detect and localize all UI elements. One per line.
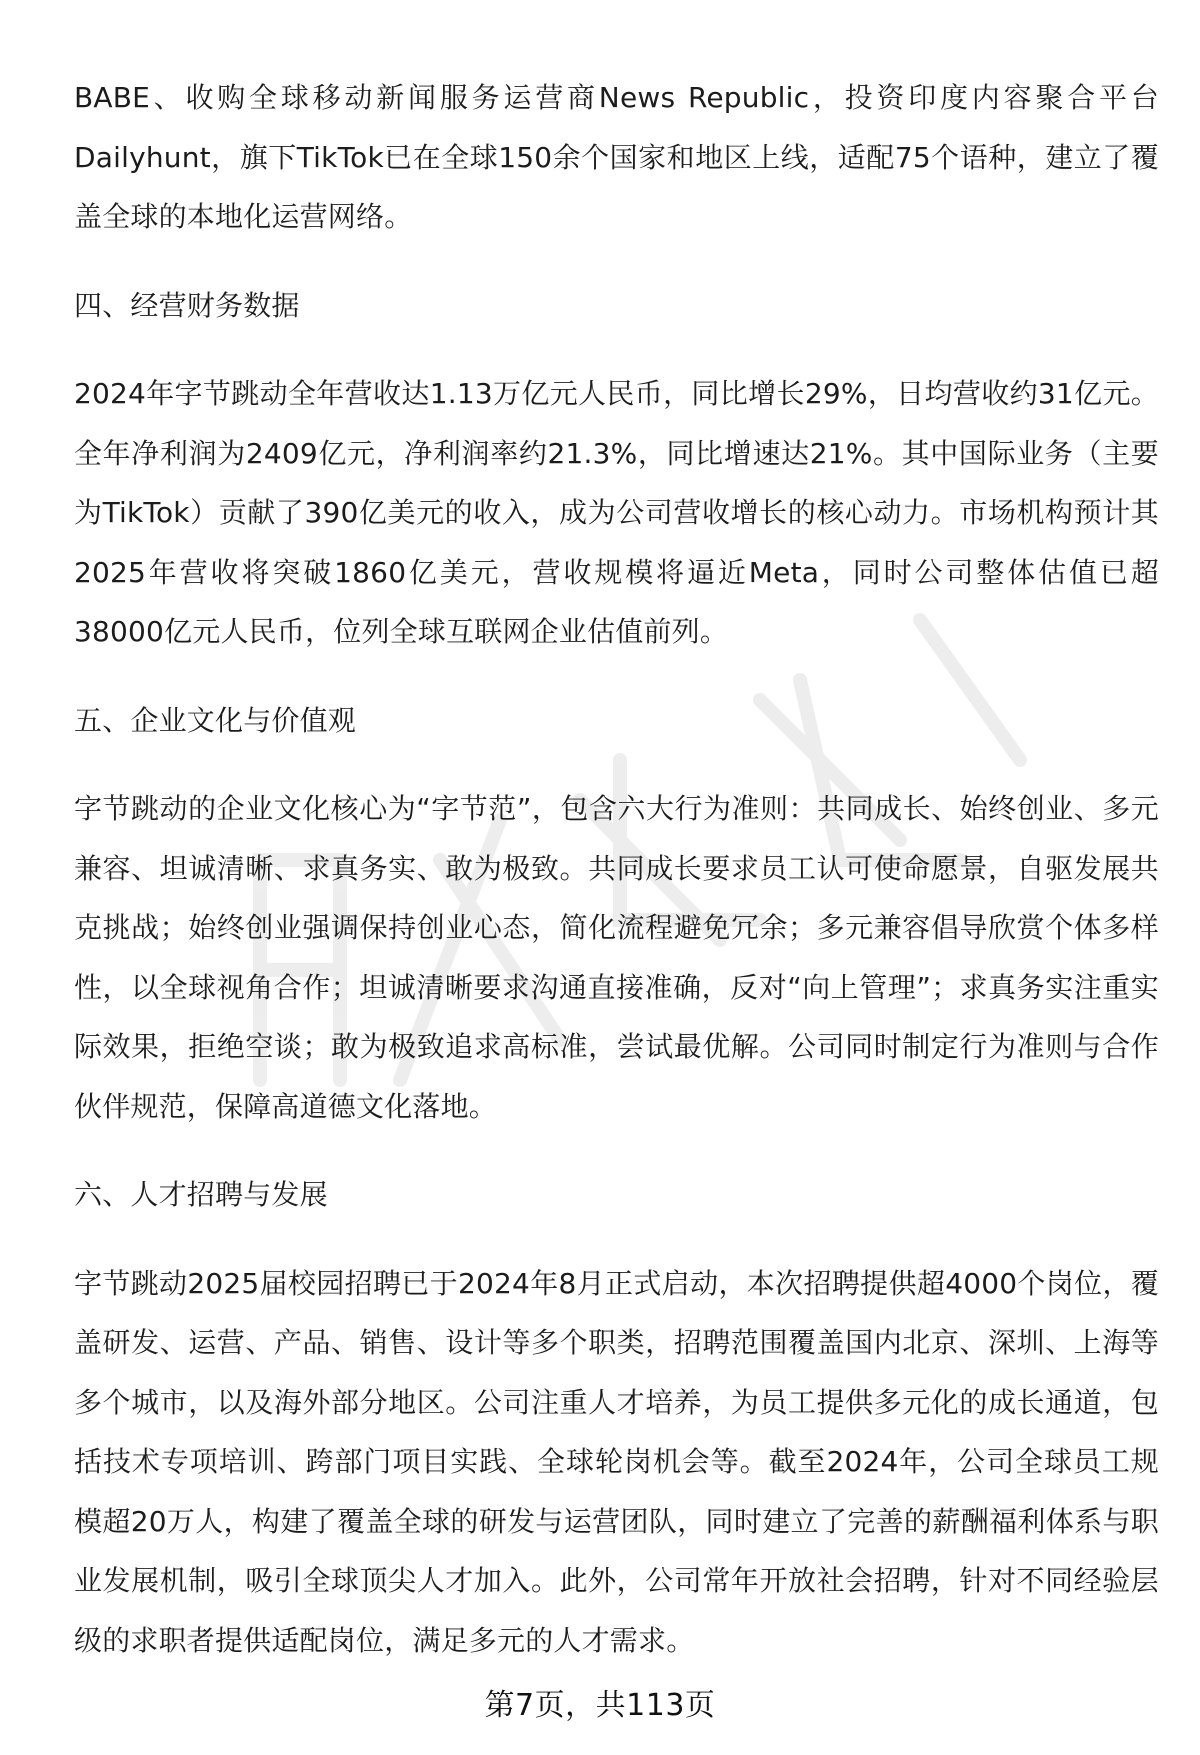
recruitment-paragraph: 字节跳动2025届校园招聘已于2024年8月正式启动，本次招聘提供超4000个岗位，覆盖研发、运营、产品、销售、设计等多个职类，招聘范围覆盖国内北京、深圳、上海等多个城市，以及海外部分地区。公司注重人才培养，为员工提供多元化的成长通道，包括技术专项培训、跨部门项目实践、全球轮岗机会等。截至2024年，公司全球员工规模超20万人，构建了覆盖全球的研发与运营团队，同时建立了完善的薪酬福利体系与职业发展机制，吸引全球顶尖人才加入。此外，公司常年开放社会招聘，针对不同经验层级的求职者提供适配岗位，满足多元的人才需求。 [74, 1266, 1159, 1657]
section-heading-recruitment: 六、人才招聘与发展 [74, 1178, 328, 1211]
culture-paragraph: 字节跳动的企业文化核心为“字节范”，包含六大行为准则：共同成长、始终创业、多元兼容、坦诚清晰、求真务实、敢为极致。共同成长要求员工认可使命愿景，自驱发展共克挑战；始终创业强调保持创业心态，简化流程避免冗余；多元兼容倡导欣赏个体多样性，以全球视角合作；坦诚清晰要求沟通直接准确，反对“向上管理”；求真务实注重实际效果，拒绝空谈；敢为极致追求高标准，尝试最优解。公司同时制定行为准则与合作伙伴规范，保障高道德文化落地。 [74, 792, 1159, 1123]
financial-paragraph: 2024年字节跳动全年营收达1.13万亿元人民币，同比增长29%，日均营收约31亿元。全年净利润为2409亿元，净利润率约21.3%，同比增速达21%。其中国际业务（主要为TikTok）贡献了390亿美元的收入，成为公司营收增长的核心动力。市场机构预计其2025年营收将突破1860亿美元，营收规模将逼近Meta，同时公司整体估值已超38000亿元人民币，位列全球互联网企业估值前列。 [74, 377, 1159, 648]
section-heading-financial: 四、经营财务数据 [74, 288, 300, 322]
intro-paragraph: BABE、收购全球移动新闻服务运营商News Republic，投资印度内容聚合平台Dailyhunt，旗下TikTok已在全球150余个国家和地区上线，适配75个语种，建立了覆盖全球的本地化运营网络。 [74, 81, 1159, 233]
page-number-footer: 第7页，共113页 [484, 1688, 716, 1723]
section-heading-culture: 五、企业文化与价值观 [74, 703, 357, 737]
document-body [74, 68, 1159, 1670]
